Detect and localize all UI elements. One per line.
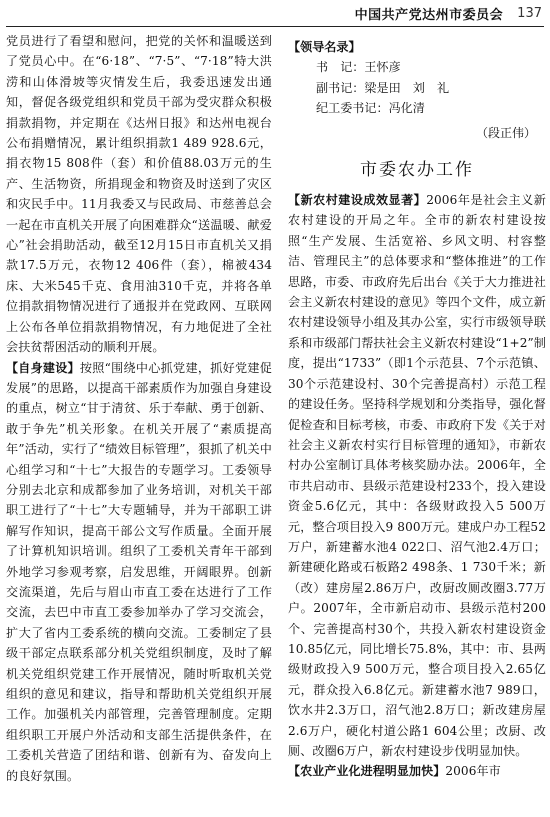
leaders-heading: 【领导名录】 (288, 40, 361, 54)
leader-entry: 纪工委书记：冯化清 (316, 101, 425, 116)
leader-entry: 副书记：梁是田 刘 礼 (316, 80, 450, 95)
leaders-list (288, 37, 546, 119)
left-paragraph-self-building-text: 按照“围绕中心抓党建，抓好党建促发展”的思路，以提高干部素质作为加强自身建设的重点，树立“甘于清贫、乐于奉献、勇于创新、敢于争先”机关形象。在机关开展了“素质提高年”活动，实行了“绩效目标管理”，狠抓了机关中心组学习和“十七”大报告的专题学习。工委领导分别去北京和成都参加了业务培训，对机关干部职工进行了“十七”大专题辅导，并为干部职工讲解写作知识，提高干部公文写作质量。全面开展了计算机知识培训。组织了工委机关青年干部到外地学习参观考察，启发思维，开阔眼界。创新交流渠道，先后与眉山市直工委在达进行了工作交流，去巴中市直工委参加举办了学习交流会，扩大了省内工委系统的横向交流。工委制定了县级干部定点联系部分机关党组织制度，及时了解机关党组织党建工作开展情况，随时听取机关党组织的意见和建议，指导和帮助机关党组织开展工作。加强机关内部管理，完善管理制度。定期组织职工开展户外活动和支部生活提供条件，在工委机关营造了团结和谐、创新有为、奋发向上的良好氛围。 (6, 360, 272, 783)
left-column (6, 31, 272, 816)
section-title: 市委农办工作 (360, 160, 474, 181)
right-paragraph-industrialization-text: 2006年市 (445, 764, 501, 779)
section-tag-new-countryside: 【新农村建设成效显著】 (288, 193, 427, 208)
section-tag-industrialization: 【农业产业化进程明显加快】 (288, 764, 446, 779)
page-number: 137 (517, 5, 542, 21)
right-column (288, 31, 546, 816)
page-header (0, 0, 550, 26)
author-signature: （段正伟） (475, 125, 536, 140)
leader-entry: 书 记：王怀彦 (316, 60, 401, 75)
header-rule (6, 26, 544, 27)
left-paragraph-self-building (6, 358, 272, 787)
right-paragraph-industrialization (288, 761, 546, 781)
header-title: 中国共产党达州市委员会 (354, 7, 504, 23)
left-paragraph-donations: 党员进行了看望和慰问，把党的关怀和温暖送到了党员心中。在“6·18”、“7·5”、“7·18”特大洪涝和山体滑坡等灾情发生后，我委迅速发出通知，督促各级党组织和党员干部为受灾群众积极捐款捐物，并定期在《达州日报》和达州电视台公布捐赠情况，累计组织捐款1 489 928.6元，捐衣物15 808件（套）和价值88.03万元的生产、生活物资，所捐现金和物资及时送到了灾区和灾民手中。11月我委又与民政局、市慈善总会一起在市直机关开展了向困难群众“送温暖、献爱心”社会捐助活动，截至12月15日市直机关又捐款17.5万元，衣物12 406件（套），棉被434床、大米545千克、食用油310千克，并将各单位捐款捐物情况进行了通报并在党政网、互联网上公布各单位捐款捐物情况，有力地促进了全社会扶贫帮困活动的顺利开展。 (6, 34, 272, 355)
right-paragraph-new-countryside-text: 2006年是社会主义新农村建设的开局之年。全市的新农村建设按照“生产发展、生活宽裕、乡风文明、村容整洁、管理民主”的总体要求和“整体推进”的工作思路，市委、市政府先后出台《关于大力推进社会主义新农村建设的意见》等四个文件，成立新农村建设领导小组及其办公室，实行市级领导联系和市级部门帮扶社会主义新农村建设“1+2”制度，提出“1733”（即1个示范县、7个示范镇、30个示范建设村、30个完善提高村）示范工程的建设任务。坚持科学规划和分类指导，强化督促检查和目标考核，市委、市政府下发《关于对社会主义新农村实行目标管理的通知》，市新农村办公室制订具体考核奖励办法。2006年，全市共启动市、县级示范建设村233个，投入建设资金5.6亿元，其中：各级财政投入5 500万元，整合项目投入9 800万元。建成户办工程52万户，新建蓄水池4 022口、沼气池2.4万口；新建硬化路或石板路2 498条、1 730千米；新（改）建房屋2.86万户，改厨改厕改圈3.77万户。2007年，全市新启动市、县级示范村200个、完善提高村30个，共投入新农村建设资金10.85亿元，同比增长75.8%，其中：市、县两级财政投入9 500万元，整合项目投入2.65亿元，群众投入6.8亿元。新建蓄水池7 989口，饮水井2.3万口，沼气池2.8万口；新改建房屋2.6万户，硬化村道公路1 604公里；改厨、改厕、改圈6万户，新农村建设步伐明显加快。 (288, 193, 546, 758)
right-paragraph-new-countryside (288, 190, 546, 761)
section-tag-self-building: 【自身建设】 (6, 360, 80, 375)
